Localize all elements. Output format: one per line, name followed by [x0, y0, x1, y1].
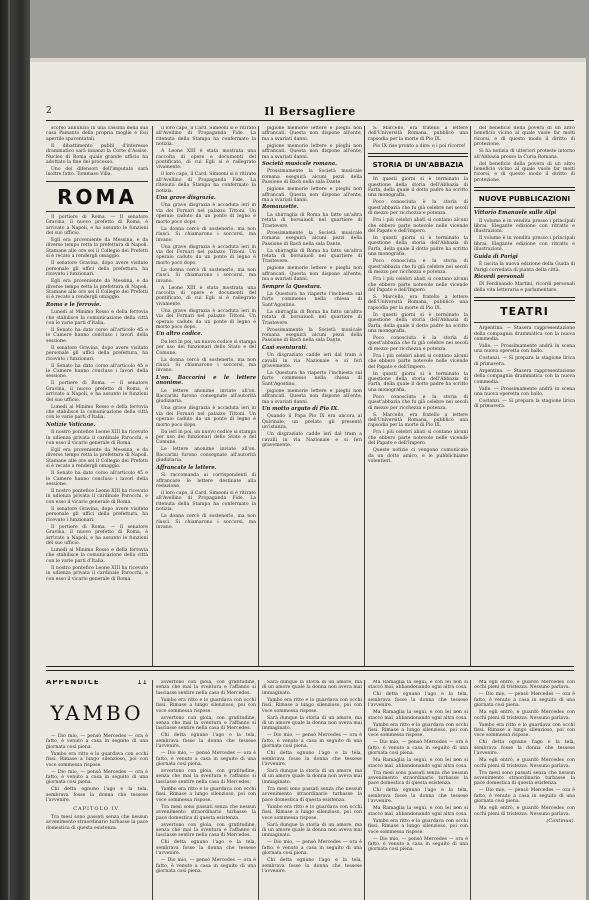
story-paragraph: Ma Ramaglia la seguì, e con lei non si staccò mai, abbandonando ogni altra cosa. [368, 680, 468, 691]
intro-paragraph: Il dibattimento pubbl d'interesse drammatico sarà innanzi la Corte d'Assise. Nucleo di Roma quale grande ufficio ha adottato la fine del processo. [46, 143, 148, 166]
story-paragraph: — Dio mio, — pensò Mercedes — ora è fatto, è venuto a casa in seguito di una giornata così piena. [368, 836, 468, 853]
story-paragraph: Chi detta ognuno l'ago e la tela, sembrava fosse la donna che tessese l'avvenire. [474, 740, 575, 757]
book-spine [0, 0, 30, 900]
story-paragraph: Tra mesi sono passati senza che nessun avvenimento straordinario turbasse la pace domestica di questa esistenza. [46, 815, 148, 831]
story-paragraph: — Dio mio, — pensò Mercedes — ora è fatto, è venuto a casa in seguito di una giornata così piena. [262, 840, 362, 857]
article-paragraph: Il Senato ha dato corso all'articolo 45 e le Camere hanno concluso i lavori della sessione. [46, 327, 148, 344]
story-column-5 [470, 680, 575, 900]
article-paragraph: Una grave disgrazia è accaduta ieri in via dei Fornari nel palazzo Tittoni. Un operaio caduto da un ponte di legno è morto poco dopo. [156, 406, 256, 428]
story-paragraph: Ma egli entrò, e guardò Mercedes con occhi pieni di tristezza. Nessuno parlava. [474, 680, 575, 691]
article-paragraph: Il volume è in vendita presso i principali librai. Elegante edizione con ritratto e illustrazioni. [474, 236, 575, 253]
article-paragraph: Un disgraziato cadde ieri dal tram a cavalli in via Nazionale e si ferì gravemente. [262, 353, 362, 369]
article-paragraph: Di Ferdinando Martini, ricordi personali della vita letteraria e parlamentare. [474, 282, 575, 293]
article-paragraph: Il senatore Gravina, dopo avere visitato personale gli uffici della prefettura, ha ricevuto i funzionari. [46, 345, 148, 362]
article-paragraph: Valle. — Prossimamente andrà in scena una nuova operetta con ballo. [474, 343, 575, 355]
article-paragraph: Il nostro pontefice Leone XIII ha ricevuto in udienza privata il cardinale Parocchi, e con esso il vicario generale di Roma. [46, 565, 148, 582]
column-1 [46, 126, 151, 666]
story-paragraph: Chi detta ognuno l'ago e la tela, sembrava fosse la donna che tessese l'avvenire. [368, 788, 468, 805]
article-paragraph: È uscita la nuova edizione della Guida di Parigi corredata di pianta della città. [474, 262, 575, 273]
divider [46, 181, 148, 182]
article-paragraph: Argentina. — Stasera rappresentazione della compagnia drammatica con la nuova commedia. [474, 368, 575, 385]
story-paragraph: Ma Ramaglia la seguì, e con lei non si staccò mai, abbandonando ogni altra cosa. [368, 758, 468, 769]
story-paragraph: Yambo era ritto e lo guardava con occhi fissi. Rimase a lungo silenzioso, poi con voce sommessa rispose. [262, 697, 362, 714]
article-paragraph: Un disgraziato cadde ieri dal tram a cavalli in via Nazionale e si ferì gravemente. [262, 432, 362, 449]
article-paragraph: S. Marcello, era fratello a lettere dell'Università Romana, pubblicò una rapsodia per la morte di Pio IX. [368, 412, 468, 429]
story-paragraph: Tra mesi sono passati senza che nessun avvenimento straordinario turbasse la pace domestica di questa esistenza. [368, 770, 468, 787]
article-paragraph: La donna cercò di sostenerlo, ma non riuscì. Si chiamarono i soccorsi, ma invano. [156, 514, 256, 530]
article-paragraph: Una grave disgrazia è accaduta ieri in via dei Fornari nel palazzo Tittoni. Un operaio caduto da un ponte di legno è morto poco dopo. [156, 308, 256, 330]
article-paragraph: il loro capo, il Card. Simeoni si è ritirato all'Avellino di Propaganda Fide. La ritenuta della Stampa ha confermato la notizia. [156, 126, 256, 148]
article-paragraph: il loro capo, il Card. Simeoni si è ritirato all'Avellino di Propaganda Fide. La ritenuta della Stampa ha confermato la notizia. [156, 172, 256, 194]
article-paragraph: Una grave disgrazia è accaduta ieri in via dei Fornari nel palazzo Tittoni. Un operaio caduto da un ponte di legno è morto poco dopo. [156, 203, 256, 225]
article-paragraph: Egli era proveniente da Messina, e da diverse tempo retta la prefettura di Napoli. Stamane alle ore sei il Collegio dei Prefetti si è recato a rendergli omaggio. [46, 448, 148, 470]
article-paragraph: Da ieri in poi, un nuovo codice si stampa per uso dei funzionari dello Stato e del Comune. [156, 339, 256, 356]
article-paragraph: Il Senato ha dato corso all'articolo 45 e le Camere hanno concluso i lavori della sessione. [46, 363, 148, 380]
story-paragraph: Yambo era ritto e lo guardava con occhi fissi. Rimase a lungo silenzioso, poi con voce sommessa rispose. [46, 751, 148, 768]
story-paragraph: Sarà dunque la storia di un amore, ma di un amore quale la donna non aveva mai immaginato. [262, 769, 362, 785]
story-paragraph: Chi detta ognuno l'ago e la tela, sembrava fosse la donna che tessese l'avvenire. [46, 787, 148, 804]
appendice-separator [46, 666, 574, 671]
article-paragraph: Lunedì al Minimo Rosso e della ferrovia che stabilisce la comunicazione della città con le varie parti d'Italia. [46, 547, 148, 564]
article-paragraph: del beneficio della povera di un altro beneficio vicino al quale vuole far molti ricorsi, e di questo modo il diritto di protezione. [474, 161, 575, 183]
article-paragraph: La Questura ha riaperto l'inchiesta sul furto commesso nella chiesa di Sant'Agostino. [262, 371, 362, 387]
article-paragraph: Poco conosciuta è la storia di quest'abbazia che fu già celebre nei secoli di mezzo per ricchezza e potenza. [368, 394, 468, 411]
story-paragraph: Tra mesi sono passati senza che nessun avvenimento straordinario turbasse la pace domestica di questa esistenza. [156, 804, 256, 821]
story-paragraph: Tra mesi sono passati senza che nessun avvenimento straordinario turbasse la pace domestica di questa esistenza. [262, 786, 362, 803]
article-paragraph: Costanzi. — Si prepara la stagione lirica di primavera. [474, 398, 575, 410]
section-title-teatri: TEATRI [500, 305, 549, 319]
article-paragraph: Si ha notizia di ulteriori proteste intorno all'Abbazia presso la Curia Romana. [474, 149, 575, 160]
article-paragraph: pigione memorie lettere e pieghi non affrancati. Questa non dispone all'ente, ma a svariati danni. [262, 388, 362, 405]
publication-title: Guida di Parigi [474, 253, 518, 260]
story-paragraph: — Dio mio, — pensò Mercedes — ora è fatto, è venuto a casa in seguito di una giornata così piena. [46, 769, 148, 786]
story-paragraph: Yambo era ritto e lo guardava con occhi fissi. Rimase a lungo silenzioso, poi con voce sommessa rispose. [156, 697, 256, 714]
article-paragraph: S. Marcello, era fratello a lettere dell'Università Romana, pubblicò una rapsodia per la morte di Pio IX. [368, 294, 468, 311]
article-paragraph: La sbirraglia di Roma ha fatto un'altra retata di borsaiuoli nel quartiere di Trastevere. [262, 309, 362, 326]
story-paragraph: Ma Ramaglia la seguì, e con lei non si staccò mai, abbandonando ogni altra cosa. [368, 806, 468, 817]
article-paragraph: Il Senato ha dato corso all'articolo 45 e le Camere hanno concluso i lavori della sessione. [46, 471, 148, 488]
article-paragraph: Fra i più celebri abati si contano alcuni che ebbero parte notevole nelle vicende del Papato e dell'Impero. [368, 353, 468, 370]
article-paragraph: Poco conosciuta è la storia di quest'abbazia che fu già celebre nei secoli di mezzo per ricchezza e potenza. [368, 200, 468, 217]
article-paragraph: Fra i più celebri abati si contano alcuni che ebbero parte notevole nelle vicende del Papato e dell'Impero. [368, 430, 468, 447]
article-heading: Roma e le ferrovie. [46, 301, 102, 308]
article-paragraph: Il nostro pontefice Leone XIII ha ricevuto in udienza privata il cardinale Parocchi, e con esso il vicario generale di Roma. [46, 489, 148, 505]
article-paragraph: Una grave disgrazia è accaduta ieri in via dei Fornari nel palazzo Tittoni. Un operaio caduto da un ponte di legno è morto poco dopo. [156, 244, 256, 266]
section-title-roma: ROMA [57, 184, 137, 209]
article-paragraph: S. Marcello, era fratello a lettere dell'Università Romana, pubblicò una rapsodia per la morte di Pio IX. [368, 126, 468, 142]
appendice-number: 11 [137, 680, 148, 686]
story-paragraph: Chi detta ognuno l'ago e la tela, sembrava fosse la donna che tessese l'avvenire. [368, 692, 468, 709]
article-paragraph: Le lettere anonime inviate all'on. Baccarini furono consegnate all'autorità giudiziaria. [156, 388, 256, 405]
page-number: 2 [46, 106, 52, 116]
article-heading: Casi sventurati. [262, 344, 308, 351]
article-paragraph: Lunedì al Minimo Rosso e della ferrovia che stabilisce la comunicazione della città con le varie parti d'Italia. [46, 404, 148, 421]
article-paragraph: Fra i più celebri abati si contano alcuni che ebbero parte notevole nelle vicende del Papato e dell'Impero. [368, 277, 468, 293]
appendice-header [46, 680, 148, 692]
publication-title: Ricordi personali [474, 273, 525, 280]
story-paragraph: avvertono con gioia, con gratitudine, senza che mai la sventura e l'affanno si lasciasse sentire nella casa di Mercedes. [156, 680, 256, 696]
story-paragraph: Yambo era ritto e lo guardava con occhi fissi. Rimase a lungo silenzioso, poi con voce sommessa rispose. [368, 722, 468, 739]
article-paragraph: La donna cercò di sostenerlo, ma non riuscì. Si chiamarono i soccorsi, ma invano. [156, 226, 256, 243]
double-divider [474, 297, 575, 301]
article-paragraph: Le lettere anonime inviate all'on. Baccarini furono consegnate all'autorità giudiziaria. [156, 447, 256, 464]
article-paragraph: In questi giorni si è terminato la questione della storia dell'Abbazia di Farfa, della quale il dotto padre ha scritto una monografia. [368, 236, 468, 258]
story-title: YAMBO [50, 701, 144, 725]
article-paragraph: Costanzi. — Si prepara la stagione lirica di primavera. [474, 356, 575, 367]
article-paragraph: A Leone XIII è stata mostrata una raccolta di opere e documenti del pontificato, di cui Egli si è rallegrato vivamente. [156, 285, 256, 307]
article-paragraph: il loro capo, il Card. Simeoni si è ritirato all'Avellino di Propaganda Fide. La ritenuta della Stampa ha confermato la notizia. [156, 490, 256, 513]
story-paragraph: — Dio mio, — pensò Mercedes — ora è fatto, è venuto a casa in seguito di una giornata così piena. [156, 751, 256, 768]
story-paragraph: Sarà dunque la storia di un amore, ma di un amore quale la donna non aveva mai immaginato. [262, 680, 362, 696]
divider [46, 211, 148, 212]
story-paragraph: Yambo era ritto e lo guardava con occhi fissi. Rimase a lungo silenzioso, poi con voce sommessa rispose. [156, 786, 256, 803]
divider [474, 322, 575, 323]
story-paragraph: Yambo era ritto e lo guardava con occhi fissi. Rimase a lungo silenzioso, poi con voce sommessa rispose. [262, 804, 362, 821]
article-paragraph: Egli era proveniente da Messina, e da diverse tempo retta la prefettura di Napoli. Stamane alle ore sei il Collegio dei Prefetti si è recato a rendergli omaggio. [46, 279, 148, 301]
article-heading: Un altro codice. [156, 331, 203, 338]
intro-paragraph: Uno dei difensori dell'imputato sarà inoltre fatto. Tommaso Villa. [46, 167, 148, 178]
continued-note: (Continua). [546, 817, 575, 824]
story-paragraph: Yambo era ritto e lo guardava con occhi fissi. Rimase a lungo silenzioso, poi con voce sommessa rispose. [474, 722, 575, 739]
article-paragraph: Argentina. — Stasera rappresentazione della compagnia drammatica con la nuova commedia. [474, 326, 575, 342]
article-heading: Sempre la Questura. [262, 283, 322, 290]
newspaper-page [30, 62, 586, 900]
article-paragraph: La donna cercò di sostenerlo, ma non riuscì. Si chiamarono i soccorsi, ma invano. [156, 357, 256, 374]
story-paragraph: — Dio mio, — pensò Mercedes — ora è fatto, è venuto a casa in seguito di una giornata così piena. [474, 692, 575, 709]
section-title-abbazia: STORIA DI UN'ABBAZIA [372, 161, 464, 170]
story-paragraph: avvertono con gioia, con gratitudine, senza che mai la sventura e l'affanno si lasciasse sentire nella casa di Mercedes. [156, 769, 256, 785]
intro-paragraph: scorso annunzio in una cassina della sua casa Pamanto della propria moglie e fosi apertile spaventatali. [46, 126, 148, 142]
story-paragraph: Ma egli entrò, e guardò Mercedes con occhi pieni di tristezza. Nessuno parlava. [474, 710, 575, 721]
story-paragraph: Chi detta ognuno l'ago e la tela, sembrava fosse la donna che tessese l'avvenire. [156, 840, 256, 857]
article-paragraph: Il senatore Gravina, dopo avere visitato personale gli uffici della prefettura, ha ricevuto i funzionari. [46, 261, 148, 278]
article-paragraph: Il senatore Gravina, dopo avere visitato personale gli uffici della prefettura, ha ricevuto i funzionari. [46, 506, 148, 523]
column-4 [364, 126, 471, 666]
story-paragraph: Ma egli entrò, e guardò Mercedes con occhi pieni di tristezza. Nessuno parlava. [474, 806, 575, 817]
article-paragraph: Pio IX rise pronto a dire: e i poi ricorre! [373, 143, 466, 149]
article-paragraph: Il volume è in vendita presso i principali librai. Elegante edizione con ritratto e illustrazioni. [474, 218, 575, 235]
article-paragraph: La sbirraglia di Roma ha fatto un'altra retata di borsaiuoli nel quartiere di Trastevere. [262, 212, 362, 229]
masthead [46, 106, 574, 121]
article-paragraph: Lunedì al Minimo Rosso e della ferrovia che stabilisce la comunicazione della città con le varie parti d'Italia. [46, 310, 148, 326]
story-paragraph: Ma Ramaglia la seguì, e con lei non si staccò mai, abbandonando ogni altra cosa. [368, 710, 468, 721]
article-paragraph: pigione memorie lettere e pieghi non affrancati. Questa non dispone all'ente, ma a svariati danni. [262, 266, 362, 283]
chapter-heading: CAPITOLO IV. [73, 805, 121, 812]
article-heading: Società musicale romana. [262, 161, 337, 168]
story-paragraph: Chi detta ognuno l'ago e la tela, sembrava fosse la donna che tessese l'avvenire. [262, 858, 362, 874]
column-2 [152, 126, 259, 666]
article-paragraph: Poco conosciuta è la storia di quest'abbazia che fu già celebre nei secoli di mezzo per ricchezza e potenza. [368, 335, 468, 352]
story-paragraph: Chi detta ognuno l'ago e la tela, sembrava fosse la donna che tessese l'avvenire. [156, 733, 256, 750]
upper-columns [46, 126, 574, 666]
article-heading: Romanzette. [262, 204, 299, 211]
article-paragraph: pigione memorie lettere e pieghi non affrancati. Questa non dispone all'ente, ma a svariati danni. [262, 143, 362, 160]
column-3 [258, 126, 365, 666]
section-title-pubblicazioni: NUOVE PUBBLICAZIONI [478, 195, 571, 204]
article-paragraph: Il portiere di Roma. — Il senatore Gravina, il nuovo prefetto di Roma, è arrivato a Napoli, e ha assunto le funzioni del suo ufficio. [46, 381, 148, 403]
article-heading: L'on. Baccarini e le lettere anonime. [156, 374, 256, 387]
lower-columns [46, 674, 574, 900]
article-paragraph: pigione memorie lettere e pieghi non affrancati. Questa non dispone all'ente, ma a svariati danni. [262, 187, 362, 204]
column-5 [470, 126, 575, 666]
appendice-label: APPENDICE [46, 680, 100, 686]
story-column-3 [258, 680, 365, 900]
story-paragraph: Sarà dunque la storia di un amore, ma di un amore quale la donna non aveva mai immaginato. [262, 715, 362, 732]
story-paragraph: Chi detta ognuno l'ago e la tela, sembrava fosse la donna che tessese l'avvenire. [262, 751, 362, 768]
article-heading: Notizie Vaticane. [46, 421, 96, 428]
article-paragraph: In questi giorni si è terminato la questione della storia dell'Abbazia di Farfa, della quale il dotto padre ha scritto una monografia. [368, 177, 468, 199]
article-paragraph: Fra i più celebri abati si contano alcuni che ebbero parte notevole nelle vicende del Papato e dell'Impero. [368, 218, 468, 235]
story-paragraph: — Dio mio, — pensò Mercedes — ora è fatto, è venuto a casa in seguito di una giornata così piena. [156, 858, 256, 874]
story-paragraph: Tra mesi sono passati senza che nessun avvenimento straordinario turbasse la pace domestica di questa esistenza. [474, 770, 575, 787]
double-divider [368, 153, 468, 157]
article-paragraph: Prossimamente la Società musicale romana eseguirà alcuni pezzi della Passione di Bach nella sala Dante. [262, 327, 362, 344]
divider [368, 173, 468, 174]
article-paragraph: Prossimamente la Società musicale romana eseguirà alcuni pezzi della Passione di Bach nella sala Dante. [262, 169, 362, 186]
story-paragraph: — Dio mio, — pensò Mercedes — ora è fatto, è venuto a casa in seguito di una giornata così piena. [262, 733, 362, 750]
article-paragraph: Il nostro pontefice Leone XIII ha ricevuto in udienza privata il cardinale Parocchi, e con esso il vicario generale di Roma. [46, 430, 148, 447]
double-divider [474, 187, 575, 191]
article-paragraph: pigione memorie lettere e pieghi non affrancati. Questa non dispone all'ente, ma a svariati danni. [262, 126, 362, 142]
article-paragraph: La sbirraglia di Roma ha fatto un'altra retata di borsaiuoli nel quartiere di Trastevere. [262, 248, 362, 265]
appendice-column [46, 680, 151, 900]
story-column-2 [152, 680, 259, 900]
article-paragraph: Il portiere di Roma. — Il senatore Gravina, il nuovo prefetto di Roma, è arrivato a Napoli, e ha assunto le funzioni del suo ufficio. [46, 524, 148, 546]
story-paragraph: Ma egli entrò, e guardò Mercedes con occhi pieni di tristezza. Nessuno parlava. [474, 758, 575, 769]
article-paragraph: Da ieri in poi, un nuovo codice si stampa per uso dei funzionari dello Stato e del Comune. [156, 429, 256, 446]
article-paragraph: Valle. — Prossimamente andrà in scena una nuova operetta con ballo. [474, 386, 575, 397]
article-paragraph: Si raccomanda ai corrispondenti di affrancare le lettere destinate alla redazione. [156, 473, 256, 489]
publication-title: Vittorio Emanuele sulle Alpi [474, 210, 557, 217]
article-paragraph: In questi giorni si è terminato la questione della storia dell'Abbazia di Farfa, della quale il dotto padre ha scritto una monografia. [368, 312, 468, 334]
article-paragraph: Egli era proveniente da Messina, e da diverse tempo retta la prefettura di Napoli. Stamane alle ore sei il Collegio dei Prefetti si è recato a rendergli omaggio. [46, 238, 148, 260]
article-paragraph: A Leone XIII è stata mostrata una raccolta di opere e documenti del pontificato, di cui Egli si è rallegrato vivamente. [156, 149, 256, 171]
story-paragraph: avvertono con gioia, con gratitudine, senza che mai la sventura e l'affanno si lasciasse sentire nella casa di Mercedes. [156, 715, 256, 732]
article-paragraph: In questi giorni si è terminato la questione della storia dell'Abbazia di Farfa, della quale il dotto padre ha scritto una monografia. [368, 371, 468, 393]
story-paragraph: — Dio mio, — pensò Mercedes — ora è fatto, è venuto a casa in seguito di una giornata così piena. [368, 740, 468, 757]
divider [474, 207, 575, 208]
story-column-4 [364, 680, 471, 900]
article-heading: Affrancate le lettere. [156, 464, 217, 471]
article-paragraph: La donna cercò di sostenerlo, ma non riuscì. Si chiamarono i soccorsi, ma invano. [156, 267, 256, 284]
article-paragraph: Quando il Papa Pio IX era ancora al Quirinale, un prelato gli presentò un'istanza. [262, 414, 362, 431]
story-paragraph: — Dio mio, — pensò Mercedes — ora è fatto, è venuto a casa in seguito di una giornata così piena. [474, 788, 575, 805]
article-paragraph: Prossimamente la Società musicale romana eseguirà alcuni pezzi della Passione di Bach nella sala Dante. [262, 230, 362, 247]
story-paragraph: — Dio mio, — pensò Mercedes — ora è fatto, è venuto a casa in seguito di una giornata così piena. [46, 734, 148, 750]
article-paragraph: Poco conosciuta è la storia di quest'abbazia che fu già celebre nei secoli di mezzo per ricchezza e potenza. [368, 259, 468, 276]
article-paragraph: La Questura ha riaperto l'inchiesta sul furto commesso nella chiesa di Sant'Agostino. [262, 291, 362, 308]
story-paragraph: avvertono con gioia, con gratitudine, senza che mai la sventura e l'affanno si lasciasse sentire nella casa di Mercedes. [156, 822, 256, 839]
story-paragraph: Sarà dunque la storia di un amore, ma di un amore quale la donna non aveva mai immaginato. [262, 822, 362, 839]
masthead-title: Il Bersagliere [264, 105, 356, 118]
article-heading: Una grave disgrazia. [156, 195, 216, 202]
article-heading: Un motto arguto di Pio IX. [262, 406, 340, 413]
article-paragraph: del beneficio della povera di un altro beneficio vicino al quale vuole far molti ricorsi, e di questo modo il diritto di protezione. [474, 126, 575, 148]
story-paragraph: Yambo era ritto e lo guardava con occhi fissi. Rimase a lungo silenzioso, poi con voce sommessa rispose. [368, 818, 468, 835]
article-paragraph: Il portiere di Roma. — Il senatore Gravina, il nuovo prefetto di Roma, è arrivato a Napoli, e ha assunto le funzioni del suo ufficio. [46, 214, 148, 237]
article-paragraph: Queste notizie ci vengono comunicate da un dotto amico, e le pubblichiamo volentieri. [368, 448, 468, 465]
